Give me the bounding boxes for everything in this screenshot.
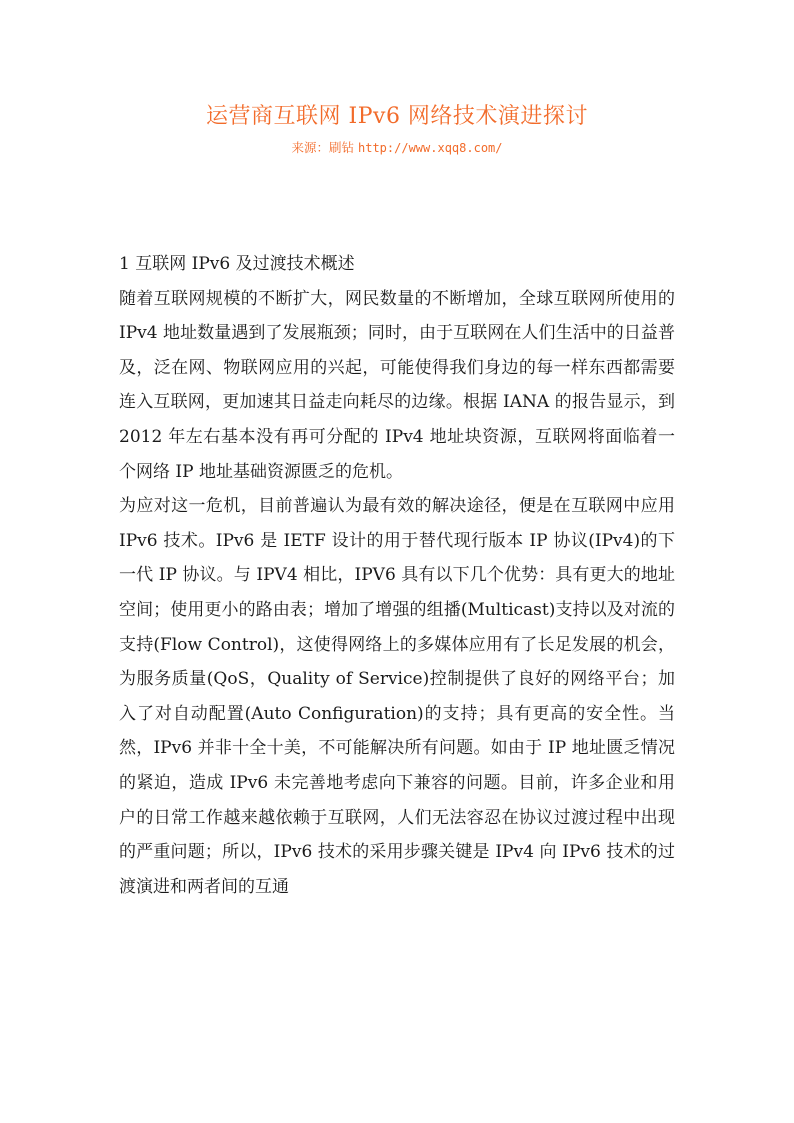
body-paragraph: 为应对这一危机，目前普遍认为最有效的解决途径，便是在互联网中应用 IPv6 技术。IPv6 是 IETF 设计的用于替代现行版本 IP 协议(IPv4)的下一代 IP 协议。与 IPV4 相比，IPV6 具有以下几个优势：具有更大的地址空间；使用更小的路由表；增加了增强的组播(Multicast)支持以及对流的支持(Flow Control)，这使得网络上的多媒体应用有了长足发展的机会，为服务质量(QoS，Quality of Service)控制提供了良好的网络平台；加入了对自动配置(Auto Configuration)的支持；具有更高的安全性。当然，IPv6 并非十全十美，不可能解决所有问题。如由于 IP 地址匮乏情况的紧迫，造成 IPv6 未完善地考虑向下兼容的问题。目前，许多企业和用户的日常工作越来越依赖于互联网，人们无法容忍在协议过渡过程中出现的严重问题；所以，IPv6 技术的采用步骤关键是 IPv4 向 IPv6 技术的过渡演进和两者间的互通: [119, 496, 675, 897]
document-title: 运营商互联网 IPv6 网络技术演进探讨: [206, 104, 588, 129]
source-line: [0, 138, 794, 158]
body-paragraph: 随着互联网规模的不断扩大，网民数量的不断增加，全球互联网所使用的 IPv4 地址数量遇到了发展瓶颈；同时，由于互联网在人们生活中的日益普及，泛在网、物联网应用的兴起，可能使得我们身边的每一样东西都需要连入互联网，更加速其日益走向耗尽的边缘。根据 IANA 的报告显示，到 2012 年左右基本没有再可分配的 IPv4 地址块资源，互联网将面临着一个网络 IP 地址基础资源匮乏的危机。: [119, 288, 675, 482]
section-heading: 1 互联网 IPv6 及过渡技术概述: [119, 254, 355, 274]
document-body: [119, 247, 675, 904]
source-url-link[interactable]: http://www.xqq8.com/: [358, 141, 503, 155]
source-label: 来源：刷钻: [291, 140, 355, 155]
